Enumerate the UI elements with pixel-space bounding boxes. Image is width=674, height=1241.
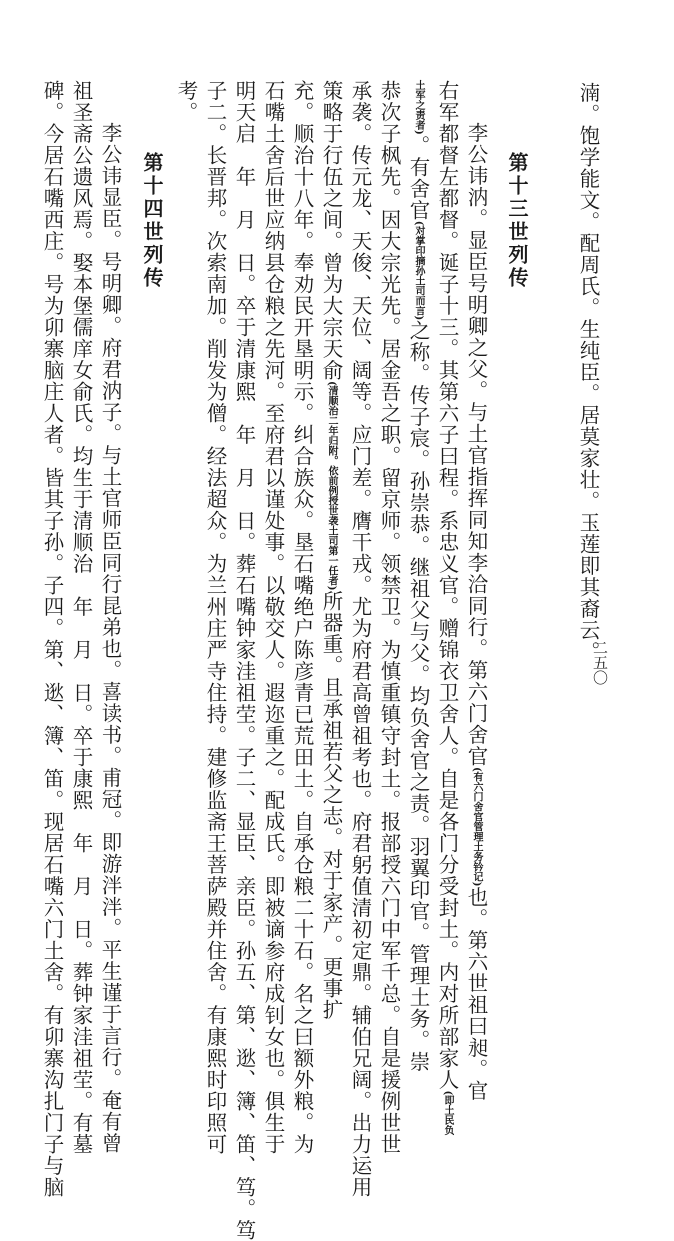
inline-note: (清顺治二年归附。依前例授世袭土司第一任者) [326, 381, 337, 591]
column-text: 李公讳显臣。号明卿。府君汭子。与土官师臣同行昆弟也。喜读书。甫冠。即游泮泮。平生谨于言行。奄有曾 [98, 122, 122, 1154]
text-column-12 [201, 80, 229, 1155]
column-text: 祖圣斋公遗风焉。娶本堡儒庠女俞氏。均生于清顺治 年 月 日。卒于康熙 年 月 日。葬钟家洼祖茔。有墓 [69, 80, 93, 1155]
heading-text: 第十四世列传 [140, 152, 164, 290]
column-text: 碑。今居石嘴西庄。号为卯寨脑庄人者。皆其子孙。子四。第、逖、簿、笛。现居石嘴六门土舍。有卯寨沟扎门子与脑 [40, 80, 64, 1198]
text-column-4 [433, 80, 461, 1135]
text-column-6 [375, 80, 403, 1155]
text-column-7 [346, 80, 374, 1198]
inline-note: (即土民负 [442, 1090, 453, 1136]
text-column-8 [317, 80, 345, 1020]
column-text-tail: 也。第六世祖曰昶。官 [464, 886, 488, 1102]
text-column-9 [288, 80, 316, 1155]
inline-note-2: (对掌印摘孙土司而言) [413, 220, 424, 321]
text-column-10 [259, 80, 287, 1155]
text-column-3 [462, 122, 490, 1101]
column-text: 恭次子枫先。因大宗光先。居金吾之职。留京师。领禁卫。为慎重镇守封土。报部授六门中军千总。自是援例世世 [377, 80, 401, 1155]
column-text: 承袭。传元龙、天俊、天位、阔等。应门差。膺干戎。尤为府君高曾祖考也。府君躬值清初定鼎。辅伯兄阔。出力运用 [348, 80, 372, 1198]
heading-text: 第十三世列传 [505, 152, 529, 290]
column-text: 子二。长晋邦。次索南加。削发为僧。经法超众。为兰州庄严寺住持。建修监斋王菩萨殿并住舍。有康熙时印照可 [203, 80, 227, 1155]
column-text: 右军都督左都督。诞子十三。其第六子曰程。系忠义官。赠锦衣卫舍人。自是各门分受封土。内对所部家人 [435, 80, 459, 1091]
column-text: 湳。饱学能文。配周氏。生纯臣。居莫家壮。玉莲即其裔云。 [576, 82, 600, 663]
text-column-16 [67, 80, 95, 1155]
text-column-17 [38, 80, 66, 1198]
column-text: 考。 [174, 80, 198, 123]
section-heading-14 [138, 152, 166, 290]
text-column-11 [230, 80, 258, 1241]
column-text-tail: 所器重。且承祖若父之志。对于家产。更事扩 [319, 590, 343, 1021]
column-text: 李公讳汭。显臣号明卿之父。与土官指挥同知李洽同行。第六门舍官 [464, 122, 488, 767]
inline-note: (有六门舍官管理土务钤记) [471, 767, 482, 887]
text-column-5 [404, 80, 432, 1073]
text-column-13 [172, 80, 200, 123]
inline-note: 土军之责者) [413, 80, 424, 135]
column-text: 充。顺治十八年。奉劝民开垦明示。纠合族众。垦石嘴绝户陈彦青已荒田土。自承仓粮二十石。名之曰额外粮。为 [290, 80, 314, 1155]
column-text: 明天启 年 月 日。卒于清康熙 年 月 日。葬石嘴钟家洼祖茔。子二、显臣、亲臣。孙五、第、逖、簿、笛、笃。笃 [232, 80, 256, 1241]
text-column-1 [574, 82, 602, 663]
text-column-15 [96, 122, 124, 1154]
page-number: 二五〇 [591, 640, 609, 685]
column-text-tail: 之称。传子宸。孙崇恭。继祖父与父。均负舍官之责。羽翼印官。管理土务。崇 [406, 320, 430, 1073]
column-text: 。有舍官 [406, 134, 430, 221]
section-heading-13 [503, 152, 531, 290]
column-text: 策略于行伍之间。曾为大宗天俞 [319, 80, 343, 381]
column-text: 石嘴土舍后世应纳县仓粮之先河。至府君以谨处事。以敬交人。遐迩重之。配成氏。即被谪参府成钊女也。俱生于 [261, 80, 285, 1155]
